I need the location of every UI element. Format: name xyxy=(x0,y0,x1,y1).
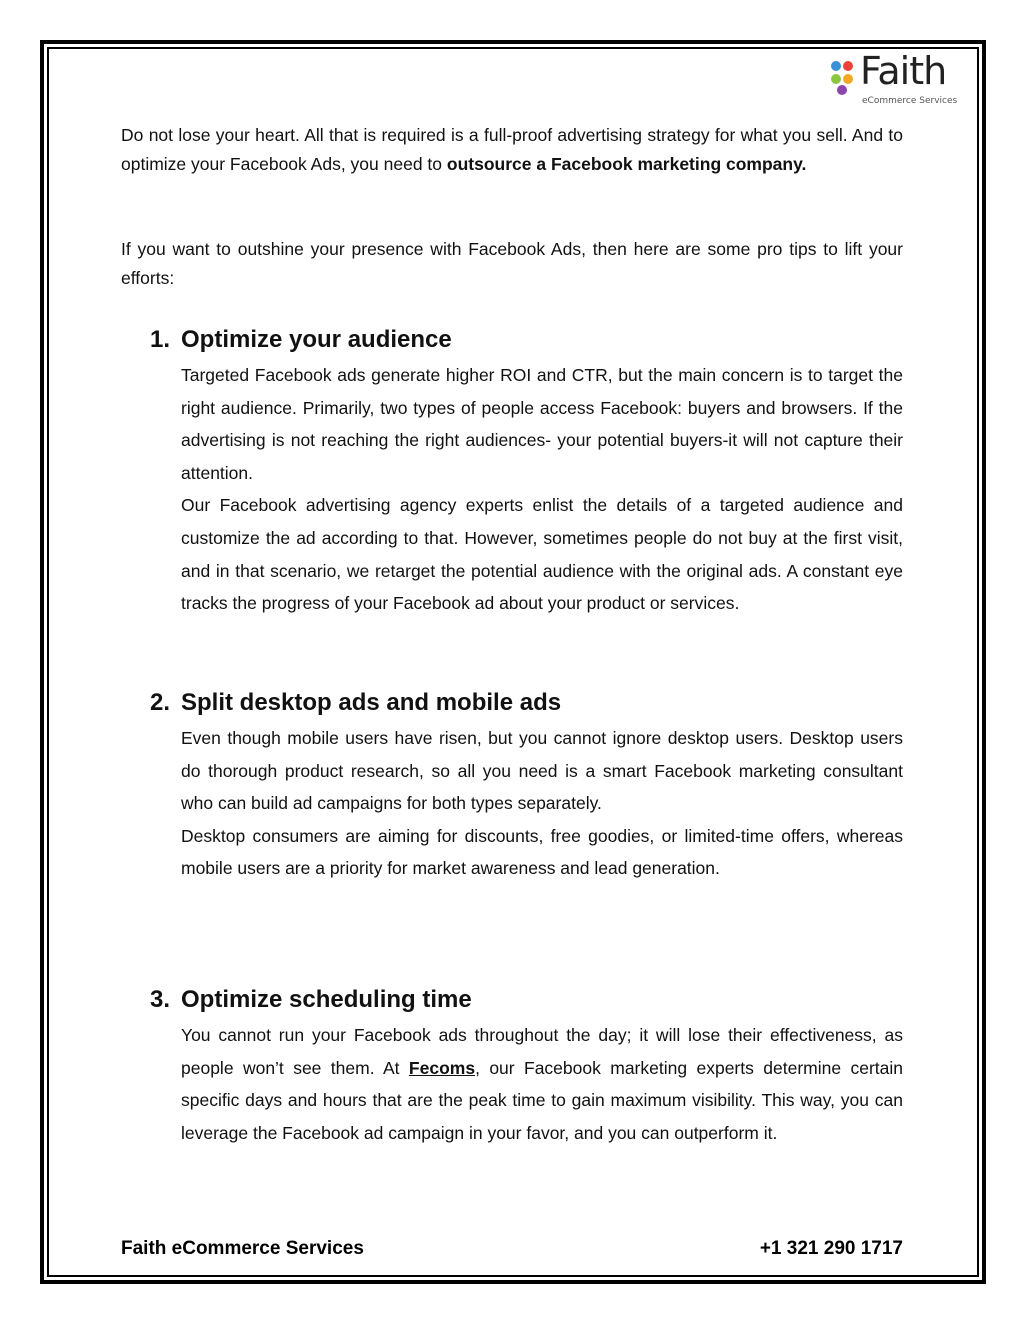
section-scheduling-time xyxy=(121,981,903,1149)
logo-tagline: eCommerce Services xyxy=(862,96,958,106)
section-body xyxy=(181,359,903,620)
footer-company: Faith eCommerce Services xyxy=(121,1238,364,1259)
section-body xyxy=(181,722,903,885)
section-heading xyxy=(121,684,903,722)
faith-logo xyxy=(828,49,968,108)
paragraph-text: You cannot run your Facebook ads throughout the day; it will lose their effectiveness, as people won’t see them. At xyxy=(181,1025,903,1078)
section-title: Optimize scheduling time xyxy=(181,986,472,1013)
section-paragraph: Our Facebook advertising agency experts enlist the details of a targeted audience and customize the ad according to that. However, sometimes people do not buy at the first visit, and in that scenario, we retarget the potential audience with the original ads. A constant eye tracks the progress of your Facebook ad about your product or services. xyxy=(181,495,903,614)
section-number: 2. xyxy=(150,689,171,716)
footer-phone: +1 321 290 1717 xyxy=(759,1238,903,1259)
intro-paragraph-1 xyxy=(121,121,903,179)
section-paragraph: Even though mobile users have risen, but you cannot ignore desktop users. Desktop users do thorough product research, so all you need is a smart Facebook marketing consultant who can build ad campaigns for both types separately. xyxy=(181,728,903,814)
section-optimize-audience xyxy=(121,321,903,620)
section-number: 1. xyxy=(150,326,171,353)
flower-logo-icon xyxy=(828,58,858,98)
intro-paragraph-2: If you want to outshine your presence with Facebook Ads, then here are some pro tips to lift your efforts: xyxy=(121,239,903,288)
intro-bold-phrase: outsource a Facebook marketing company. xyxy=(446,154,807,174)
section-title: Optimize your audience xyxy=(181,326,452,353)
section-heading xyxy=(121,981,903,1019)
section-heading xyxy=(121,321,903,359)
intro-text: Do not lose your heart. All that is required is a full-proof advertising strategy for what you sell. And to optimize your Facebook Ads, you need to xyxy=(121,125,903,174)
section-title: Split desktop ads and mobile ads xyxy=(181,689,562,716)
logo-wordmark: Faith xyxy=(860,49,947,93)
paragraph-text: , our Facebook marketing experts determine certain specific days and hours that are the peak time to gain maximum visibility. This way, you can leverage the Facebook ad campaign in your favor, and you can outperform it. xyxy=(181,1057,903,1143)
section-paragraph: Desktop consumers are aiming for discounts, free goodies, or limited-time offers, whereas mobile users are a priority for market awareness and lead generation. xyxy=(181,825,903,879)
section-paragraph: Targeted Facebook ads generate higher ROI and CTR, but the main concern is to target the right audience. Primarily, two types of people access Facebook: buyers and browsers. If the advertising is not reaching the right audiences- your potential buyers-it will not capture their attention. xyxy=(181,365,903,483)
section-body xyxy=(181,1019,903,1149)
page-footer xyxy=(121,1238,903,1266)
section-number: 3. xyxy=(150,986,171,1013)
fecoms-link[interactable]: Fecoms xyxy=(408,1057,476,1078)
section-paragraph xyxy=(181,1019,903,1149)
section-split-ads xyxy=(121,684,903,885)
